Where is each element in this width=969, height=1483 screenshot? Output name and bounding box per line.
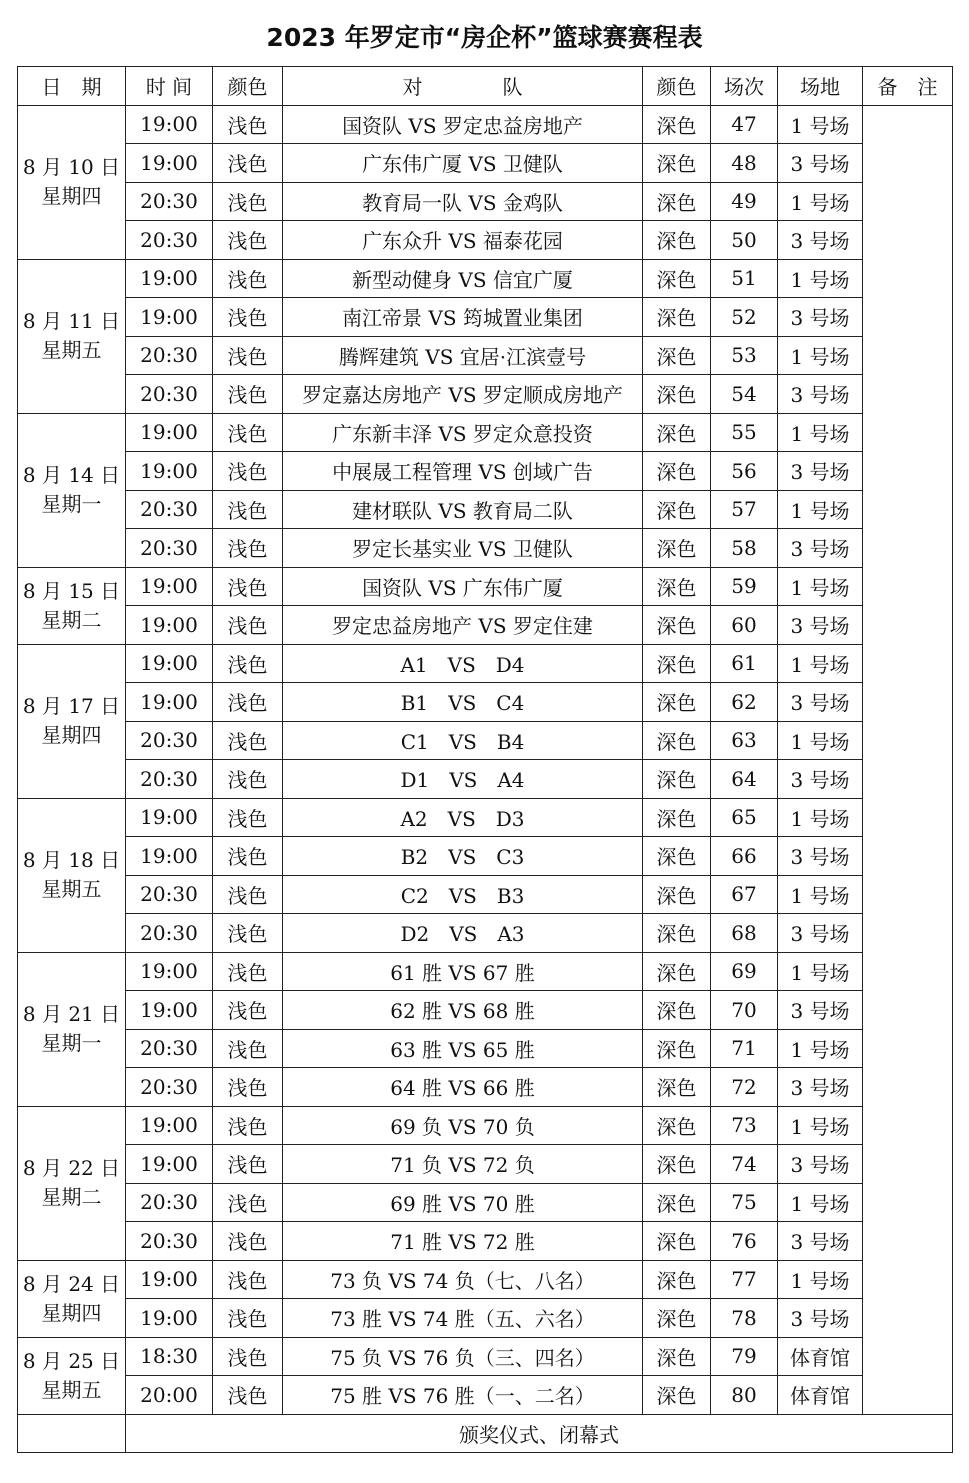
match-number: 59 (711, 567, 778, 606)
match-venue: 3 号场 (778, 914, 863, 953)
match-time: 20:30 (126, 1029, 213, 1068)
home-jersey-color: 浅色 (213, 490, 283, 529)
match-teams: 罗定长基实业 VS 卫健队 (283, 529, 643, 568)
match-teams: C2 VS B3 (283, 875, 643, 914)
match-weekday: 星期二 (41, 1185, 102, 1209)
match-teams: D2 VS A3 (283, 914, 643, 953)
ceremony-date-cell (18, 1414, 126, 1453)
match-number: 52 (711, 298, 778, 337)
match-time: 19:00 (126, 952, 213, 991)
date-cell (18, 952, 126, 1106)
match-number: 71 (711, 1029, 778, 1068)
away-jersey-color: 深色 (643, 991, 711, 1030)
match-teams: 腾辉建筑 VS 宜居·江滨壹号 (283, 336, 643, 375)
match-row (18, 1376, 953, 1415)
match-venue: 1 号场 (778, 1183, 863, 1222)
match-teams: 罗定忠益房地产 VS 罗定住建 (283, 606, 643, 645)
away-jersey-color: 深色 (643, 683, 711, 722)
match-row (18, 952, 953, 991)
match-row (18, 760, 953, 799)
match-date: 8 月 25 日 (22, 1348, 121, 1373)
match-row (18, 413, 953, 452)
match-row (18, 490, 953, 529)
away-jersey-color: 深色 (643, 760, 711, 799)
match-number: 73 (711, 1106, 778, 1145)
match-number: 69 (711, 952, 778, 991)
date-cell (18, 259, 126, 413)
home-jersey-color: 浅色 (213, 1145, 283, 1184)
home-jersey-color: 浅色 (213, 452, 283, 491)
match-venue: 1 号场 (778, 105, 863, 144)
header-date: 日 期 (18, 67, 126, 106)
match-time: 20:00 (126, 1376, 213, 1415)
match-time: 19:00 (126, 567, 213, 606)
home-jersey-color: 浅色 (213, 606, 283, 645)
home-jersey-color: 浅色 (213, 259, 283, 298)
match-time: 20:30 (126, 182, 213, 221)
header-color-home: 颜色 (213, 67, 283, 106)
match-venue: 3 号场 (778, 1145, 863, 1184)
match-teams: 61 胜 VS 67 胜 (283, 952, 643, 991)
header-time: 时 间 (126, 67, 213, 106)
match-teams: 罗定嘉达房地产 VS 罗定顺成房地产 (283, 375, 643, 414)
match-row (18, 1183, 953, 1222)
home-jersey-color: 浅色 (213, 1068, 283, 1107)
match-time: 20:30 (126, 490, 213, 529)
match-time: 20:30 (126, 529, 213, 568)
date-cell (18, 413, 126, 567)
match-teams: 69 胜 VS 70 胜 (283, 1183, 643, 1222)
away-jersey-color: 深色 (643, 452, 711, 491)
match-venue: 3 号场 (778, 375, 863, 414)
match-venue: 1 号场 (778, 798, 863, 837)
away-jersey-color: 深色 (643, 105, 711, 144)
match-venue: 3 号场 (778, 606, 863, 645)
match-teams: 73 胜 VS 74 胜（五、六名） (283, 1299, 643, 1338)
away-jersey-color: 深色 (643, 1376, 711, 1415)
match-time: 19:00 (126, 1260, 213, 1299)
home-jersey-color: 浅色 (213, 298, 283, 337)
match-venue: 3 号场 (778, 683, 863, 722)
home-jersey-color: 浅色 (213, 529, 283, 568)
match-date: 8 月 18 日 (22, 848, 121, 872)
away-jersey-color: 深色 (643, 490, 711, 529)
away-jersey-color: 深色 (643, 1183, 711, 1222)
match-time: 19:00 (126, 991, 213, 1030)
match-date: 8 月 22 日 (22, 1156, 121, 1180)
match-row (18, 105, 953, 144)
match-number: 51 (711, 259, 778, 298)
match-venue: 3 号场 (778, 1068, 863, 1107)
match-number: 55 (711, 413, 778, 452)
away-jersey-color: 深色 (643, 144, 711, 183)
home-jersey-color: 浅色 (213, 914, 283, 953)
match-row (18, 721, 953, 760)
match-time: 20:30 (126, 1183, 213, 1222)
match-teams: 教育局一队 VS 金鸡队 (283, 182, 643, 221)
match-row (18, 144, 953, 183)
match-number: 57 (711, 490, 778, 529)
match-date: 8 月 10 日 (22, 155, 121, 179)
home-jersey-color: 浅色 (213, 1222, 283, 1261)
away-jersey-color: 深色 (643, 1260, 711, 1299)
match-row (18, 606, 953, 645)
match-teams: 73 负 VS 74 负（七、八名） (283, 1260, 643, 1299)
away-jersey-color: 深色 (643, 1029, 711, 1068)
match-teams: 71 胜 VS 72 胜 (283, 1222, 643, 1261)
match-number: 64 (711, 760, 778, 799)
match-time: 19:00 (126, 683, 213, 722)
match-row (18, 221, 953, 260)
away-jersey-color: 深色 (643, 221, 711, 260)
match-row (18, 875, 953, 914)
match-row (18, 914, 953, 953)
match-number: 72 (711, 1068, 778, 1107)
match-row (18, 567, 953, 606)
match-venue: 1 号场 (778, 952, 863, 991)
match-teams: 62 胜 VS 68 胜 (283, 991, 643, 1030)
match-number: 47 (711, 105, 778, 144)
ceremony-cell: 颁奖仪式、闭幕式 (126, 1414, 953, 1453)
match-row (18, 1222, 953, 1261)
match-time: 19:00 (126, 1299, 213, 1338)
away-jersey-color: 深色 (643, 567, 711, 606)
date-cell (18, 105, 126, 259)
match-venue: 3 号场 (778, 221, 863, 260)
match-venue: 1 号场 (778, 1029, 863, 1068)
match-time: 19:00 (126, 1106, 213, 1145)
match-venue: 3 号场 (778, 144, 863, 183)
match-venue: 3 号场 (778, 298, 863, 337)
match-number: 75 (711, 1183, 778, 1222)
home-jersey-color: 浅色 (213, 182, 283, 221)
match-weekday: 星期四 (41, 184, 102, 208)
match-time: 19:00 (126, 644, 213, 683)
match-row (18, 1145, 953, 1184)
header-note: 备 注 (863, 67, 953, 106)
match-date: 8 月 15 日 (22, 578, 121, 603)
match-number: 60 (711, 606, 778, 645)
away-jersey-color: 深色 (643, 182, 711, 221)
match-teams: 广东伟广厦 VS 卫健队 (283, 144, 643, 183)
match-number: 49 (711, 182, 778, 221)
match-number: 79 (711, 1337, 778, 1376)
match-row (18, 991, 953, 1030)
match-weekday: 星期五 (41, 1377, 102, 1402)
match-number: 74 (711, 1145, 778, 1184)
match-venue: 3 号场 (778, 1299, 863, 1338)
match-row (18, 1260, 953, 1299)
header-row (18, 67, 953, 106)
match-date: 8 月 11 日 (22, 309, 121, 333)
match-number: 76 (711, 1222, 778, 1261)
match-row (18, 1029, 953, 1068)
match-row (18, 683, 953, 722)
match-teams: B2 VS C3 (283, 837, 643, 876)
home-jersey-color: 浅色 (213, 1029, 283, 1068)
home-jersey-color: 浅色 (213, 875, 283, 914)
away-jersey-color: 深色 (643, 721, 711, 760)
match-date: 8 月 21 日 (22, 1002, 121, 1026)
match-date: 8 月 14 日 (22, 463, 121, 487)
away-jersey-color: 深色 (643, 298, 711, 337)
match-number: 80 (711, 1376, 778, 1415)
match-teams: 71 负 VS 72 负 (283, 1145, 643, 1184)
match-number: 50 (711, 221, 778, 260)
page-title: 2023 年罗定市“房企杯”篮球赛赛程表 (266, 23, 703, 52)
home-jersey-color: 浅色 (213, 1260, 283, 1299)
match-row (18, 837, 953, 876)
away-jersey-color: 深色 (643, 336, 711, 375)
match-number: 67 (711, 875, 778, 914)
match-teams: B1 VS C4 (283, 683, 643, 722)
schedule-body (18, 67, 953, 1453)
match-weekday: 星期二 (41, 607, 102, 632)
home-jersey-color: 浅色 (213, 1337, 283, 1376)
date-cell (18, 1260, 126, 1337)
match-time: 19:00 (126, 837, 213, 876)
home-jersey-color: 浅色 (213, 952, 283, 991)
match-venue: 1 号场 (778, 259, 863, 298)
match-row (18, 1106, 953, 1145)
home-jersey-color: 浅色 (213, 144, 283, 183)
match-weekday: 星期五 (41, 877, 102, 901)
match-venue: 3 号场 (778, 760, 863, 799)
match-venue: 1 号场 (778, 721, 863, 760)
match-venue: 1 号场 (778, 1106, 863, 1145)
match-teams: C1 VS B4 (283, 721, 643, 760)
match-time: 20:30 (126, 875, 213, 914)
home-jersey-color: 浅色 (213, 413, 283, 452)
match-row (18, 182, 953, 221)
match-time: 19:00 (126, 105, 213, 144)
away-jersey-color: 深色 (643, 644, 711, 683)
match-teams: 建材联队 VS 教育局二队 (283, 490, 643, 529)
home-jersey-color: 浅色 (213, 1183, 283, 1222)
match-row (18, 1337, 953, 1376)
match-teams: 75 负 VS 76 负（三、四名） (283, 1337, 643, 1376)
schedule-table (17, 66, 953, 1453)
away-jersey-color: 深色 (643, 1299, 711, 1338)
header-teams: 对 队 (283, 67, 643, 106)
match-teams: 中展晟工程管理 VS 创域广告 (283, 452, 643, 491)
home-jersey-color: 浅色 (213, 567, 283, 606)
away-jersey-color: 深色 (643, 875, 711, 914)
date-cell (18, 644, 126, 798)
match-teams: 新型动健身 VS 信宜广厦 (283, 259, 643, 298)
match-row (18, 336, 953, 375)
away-jersey-color: 深色 (643, 413, 711, 452)
away-jersey-color: 深色 (643, 798, 711, 837)
home-jersey-color: 浅色 (213, 644, 283, 683)
match-venue: 1 号场 (778, 567, 863, 606)
match-teams: A1 VS D4 (283, 644, 643, 683)
away-jersey-color: 深色 (643, 1337, 711, 1376)
away-jersey-color: 深色 (643, 1222, 711, 1261)
match-time: 20:30 (126, 1068, 213, 1107)
home-jersey-color: 浅色 (213, 683, 283, 722)
home-jersey-color: 浅色 (213, 1106, 283, 1145)
match-weekday: 星期五 (41, 338, 102, 362)
match-venue: 3 号场 (778, 837, 863, 876)
match-row (18, 375, 953, 414)
match-weekday: 星期一 (41, 1031, 102, 1055)
match-number: 77 (711, 1260, 778, 1299)
away-jersey-color: 深色 (643, 529, 711, 568)
match-teams: 广东新丰泽 VS 罗定众意投资 (283, 413, 643, 452)
date-cell (18, 1106, 126, 1260)
match-number: 54 (711, 375, 778, 414)
match-time: 19:00 (126, 259, 213, 298)
away-jersey-color: 深色 (643, 375, 711, 414)
match-teams: 69 负 VS 70 负 (283, 1106, 643, 1145)
match-teams: 国资队 VS 罗定忠益房地产 (283, 105, 643, 144)
match-teams: 64 胜 VS 66 胜 (283, 1068, 643, 1107)
match-number: 56 (711, 452, 778, 491)
match-number: 48 (711, 144, 778, 183)
away-jersey-color: 深色 (643, 259, 711, 298)
match-number: 63 (711, 721, 778, 760)
date-cell (18, 567, 126, 644)
match-venue: 1 号场 (778, 875, 863, 914)
match-venue: 1 号场 (778, 336, 863, 375)
match-teams: 63 胜 VS 65 胜 (283, 1029, 643, 1068)
date-cell (18, 1337, 126, 1414)
match-row (18, 644, 953, 683)
home-jersey-color: 浅色 (213, 105, 283, 144)
match-time: 19:00 (126, 413, 213, 452)
match-number: 58 (711, 529, 778, 568)
match-venue: 1 号场 (778, 182, 863, 221)
match-venue: 1 号场 (778, 644, 863, 683)
home-jersey-color: 浅色 (213, 336, 283, 375)
match-teams: A2 VS D3 (283, 798, 643, 837)
match-date: 8 月 24 日 (22, 1271, 121, 1296)
match-row (18, 798, 953, 837)
away-jersey-color: 深色 (643, 1106, 711, 1145)
match-number: 65 (711, 798, 778, 837)
away-jersey-color: 深色 (643, 914, 711, 953)
match-row (18, 529, 953, 568)
match-time: 19:00 (126, 606, 213, 645)
home-jersey-color: 浅色 (213, 375, 283, 414)
home-jersey-color: 浅色 (213, 721, 283, 760)
match-weekday: 星期一 (41, 492, 102, 516)
match-venue: 体育馆 (778, 1376, 863, 1415)
match-number: 61 (711, 644, 778, 683)
match-venue: 1 号场 (778, 413, 863, 452)
match-number: 68 (711, 914, 778, 953)
match-venue: 3 号场 (778, 529, 863, 568)
match-time: 19:00 (126, 1145, 213, 1184)
away-jersey-color: 深色 (643, 837, 711, 876)
match-time: 19:00 (126, 452, 213, 491)
home-jersey-color: 浅色 (213, 837, 283, 876)
away-jersey-color: 深色 (643, 1068, 711, 1107)
match-teams: 广东众升 VS 福泰花园 (283, 221, 643, 260)
home-jersey-color: 浅色 (213, 798, 283, 837)
match-number: 78 (711, 1299, 778, 1338)
home-jersey-color: 浅色 (213, 1299, 283, 1338)
match-row (18, 259, 953, 298)
away-jersey-color: 深色 (643, 1145, 711, 1184)
home-jersey-color: 浅色 (213, 991, 283, 1030)
match-venue: 3 号场 (778, 991, 863, 1030)
match-venue: 1 号场 (778, 1260, 863, 1299)
note-cell (863, 105, 953, 1414)
match-venue: 3 号场 (778, 452, 863, 491)
match-number: 66 (711, 837, 778, 876)
date-cell (18, 798, 126, 952)
match-time: 20:30 (126, 336, 213, 375)
match-row (18, 1299, 953, 1338)
match-venue: 体育馆 (778, 1337, 863, 1376)
match-time: 18:30 (126, 1337, 213, 1376)
match-weekday: 星期四 (41, 1300, 102, 1325)
header-venue: 场地 (778, 67, 863, 106)
match-time: 20:30 (126, 721, 213, 760)
match-row (18, 1068, 953, 1107)
match-teams: 75 胜 VS 76 胜（一、二名） (283, 1376, 643, 1415)
match-weekday: 星期四 (41, 723, 102, 747)
match-time: 20:30 (126, 914, 213, 953)
match-teams: D1 VS A4 (283, 760, 643, 799)
header-match-number: 场次 (711, 67, 778, 106)
match-teams: 南江帝景 VS 筠城置业集团 (283, 298, 643, 337)
match-number: 53 (711, 336, 778, 375)
match-number: 62 (711, 683, 778, 722)
match-row (18, 298, 953, 337)
match-row (18, 452, 953, 491)
home-jersey-color: 浅色 (213, 760, 283, 799)
away-jersey-color: 深色 (643, 606, 711, 645)
match-venue: 1 号场 (778, 490, 863, 529)
match-time: 20:30 (126, 375, 213, 414)
header-color-away: 颜色 (643, 67, 711, 106)
home-jersey-color: 浅色 (213, 221, 283, 260)
match-time: 20:30 (126, 1222, 213, 1261)
match-time: 19:00 (126, 144, 213, 183)
match-time: 19:00 (126, 798, 213, 837)
match-teams: 国资队 VS 广东伟广厦 (283, 567, 643, 606)
match-time: 20:30 (126, 760, 213, 799)
match-venue: 3 号场 (778, 1222, 863, 1261)
match-time: 20:30 (126, 221, 213, 260)
ceremony-row (18, 1414, 953, 1453)
away-jersey-color: 深色 (643, 952, 711, 991)
match-time: 19:00 (126, 298, 213, 337)
match-number: 70 (711, 991, 778, 1030)
match-date: 8 月 17 日 (22, 694, 121, 718)
home-jersey-color: 浅色 (213, 1376, 283, 1415)
